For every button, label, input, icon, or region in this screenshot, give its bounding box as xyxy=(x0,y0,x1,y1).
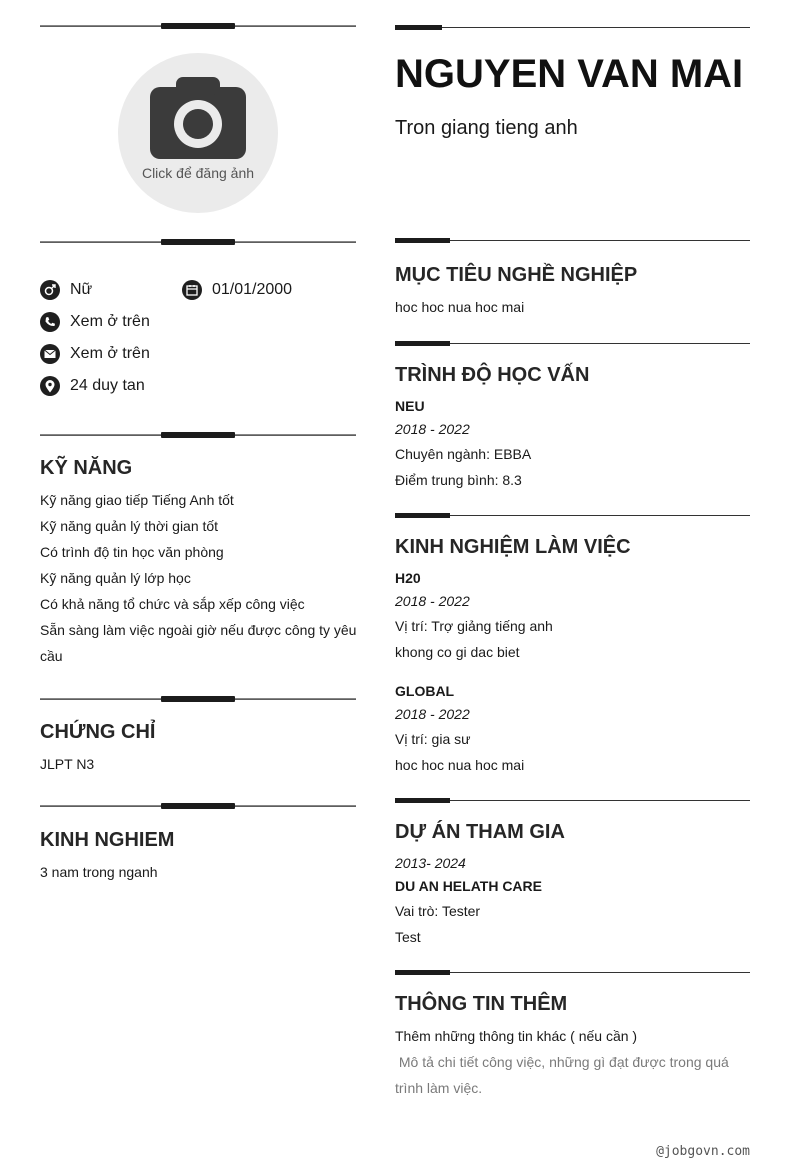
section-divider xyxy=(395,513,750,519)
section-divider xyxy=(40,238,356,246)
address-value: 24 duy tan xyxy=(70,377,145,394)
section-divider xyxy=(395,25,750,31)
location-icon xyxy=(40,376,60,396)
address-row xyxy=(40,375,145,397)
email-row xyxy=(40,343,150,365)
additional-line: Mô tả chi tiết công việc, những gì đạt được trong quá xyxy=(395,1054,729,1070)
skill-item: cầu xyxy=(40,648,63,664)
section-divider xyxy=(40,22,356,30)
additional-line: trình làm việc. xyxy=(395,1080,483,1096)
section-divider xyxy=(40,431,356,439)
job-position: Vị trí: gia sư xyxy=(395,731,471,747)
footer-watermark: @jobgovn.com xyxy=(656,1144,750,1159)
certificates-title: CHỨNG CHỈ xyxy=(40,721,156,743)
objective-title: MỤC TIÊU NGHỀ NGHIỆP xyxy=(395,264,638,286)
skills-title: KỸ NĂNG xyxy=(40,457,133,479)
education-period: 2018 - 2022 xyxy=(395,421,470,437)
birthday-row xyxy=(182,279,292,301)
skill-item: Kỹ năng quản lý thời gian tốt xyxy=(40,518,219,534)
section-divider xyxy=(40,695,356,703)
skill-item: Sẵn sàng làm việc ngoài giờ nếu được công ty yêu xyxy=(40,622,357,638)
section-divider xyxy=(395,970,750,976)
project-description: Test xyxy=(395,929,421,945)
email-value: Xem ở trên xyxy=(70,345,150,362)
project-role: Vai trò: Tester xyxy=(395,903,481,919)
gender-value: Nữ xyxy=(70,281,93,298)
objective-text: hoc hoc nua hoc mai xyxy=(395,299,525,315)
avatar-upload[interactable] xyxy=(118,53,278,213)
candidate-title: Tron giang tieng anh xyxy=(395,117,578,139)
job-position: Vị trí: Trợ giảng tiếng anh xyxy=(395,618,553,634)
birthday-value: 01/01/2000 xyxy=(212,281,293,298)
experience-summary-item: 3 nam trong nganh xyxy=(40,864,158,880)
education-title: TRÌNH ĐỘ HỌC VẤN xyxy=(395,364,590,386)
section-divider xyxy=(395,798,750,804)
job-description: hoc hoc nua hoc mai xyxy=(395,757,525,773)
avatar-caption: Click để đăng ảnh xyxy=(141,165,255,181)
section-divider xyxy=(40,802,356,810)
additional-title: THÔNG TIN THÊM xyxy=(395,993,568,1015)
phone-row xyxy=(40,311,150,333)
skill-item: Có trình độ tin học văn phòng xyxy=(40,544,224,560)
education-major: Chuyên ngành: EBBA xyxy=(395,446,532,462)
gender-row xyxy=(40,279,92,301)
phone-icon xyxy=(40,312,60,332)
job-period: 2018 - 2022 xyxy=(395,706,470,722)
skill-item: Có khả năng tổ chức và sắp xếp công việc xyxy=(40,596,305,612)
additional-line: Thêm những thông tin khác ( nếu cần ) xyxy=(395,1028,638,1044)
candidate-name: NGUYEN VAN MAI xyxy=(395,52,744,96)
job-company: H20 xyxy=(395,570,421,586)
job-period: 2018 - 2022 xyxy=(395,593,470,609)
certificate-item: JLPT N3 xyxy=(40,756,95,772)
calendar-icon xyxy=(182,280,202,300)
work-title: KINH NGHIỆM LÀM VIỆC xyxy=(395,536,631,558)
education-gpa: Điểm trung bình: 8.3 xyxy=(395,472,522,488)
skill-item: Kỹ năng giao tiếp Tiếng Anh tốt xyxy=(40,492,234,508)
job-company: GLOBAL xyxy=(395,683,455,699)
projects-title: DỰ ÁN THAM GIA xyxy=(395,821,565,843)
project-name: DU AN HELATH CARE xyxy=(395,878,542,894)
experience-summary-title: KINH NGHIEM xyxy=(40,829,175,851)
phone-value: Xem ở trên xyxy=(70,313,150,330)
job-description: khong co gi dac biet xyxy=(395,644,520,660)
skill-item: Kỹ năng quản lý lớp học xyxy=(40,570,191,586)
camera-icon xyxy=(150,75,246,161)
section-divider xyxy=(395,341,750,347)
gender-icon xyxy=(40,280,60,300)
email-icon xyxy=(40,344,60,364)
section-divider xyxy=(395,238,750,244)
education-school: NEU xyxy=(395,398,425,414)
project-period: 2013- 2024 xyxy=(395,855,466,871)
